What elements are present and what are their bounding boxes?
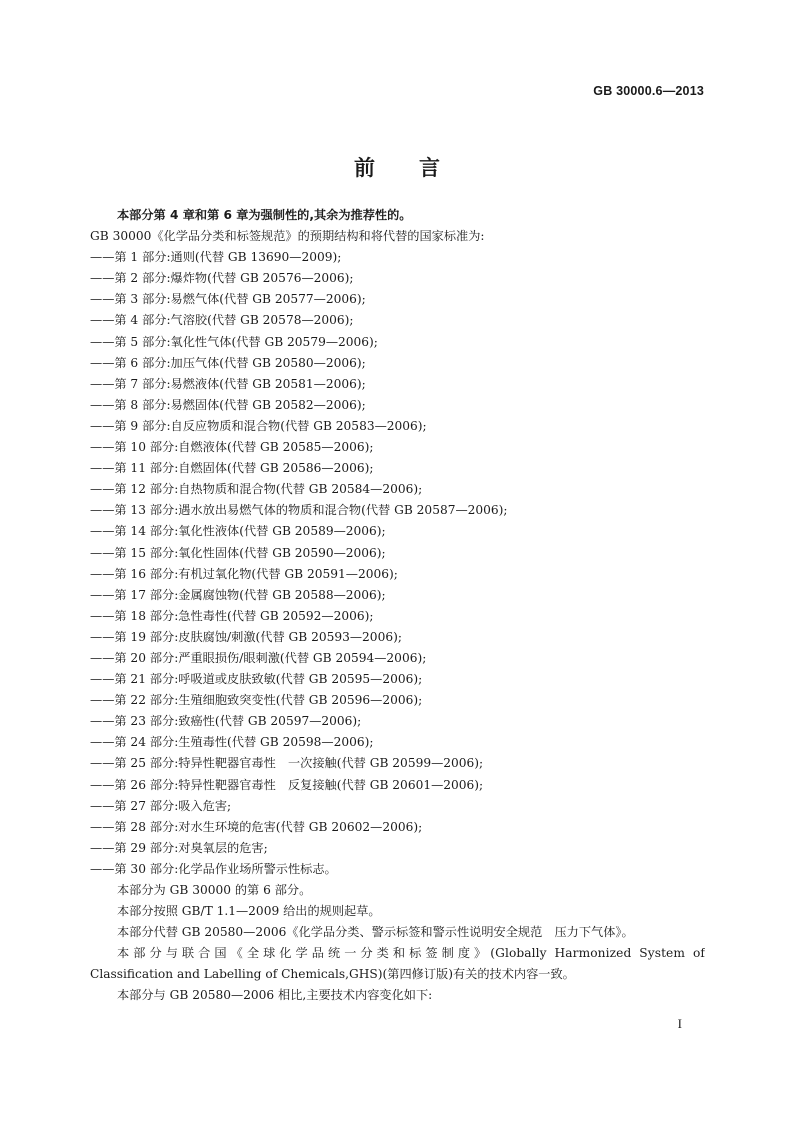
list-item: ——第 20 部分:严重眼损伤/眼刺激(代替 GB 20594—2006); xyxy=(90,650,427,665)
list-item: ——第 19 部分:皮肤腐蚀/刺激(代替 GB 20593—2006); xyxy=(90,629,402,644)
list-item: ——第 8 部分:易燃固体(代替 GB 20582—2006); xyxy=(90,397,366,412)
page-number: I xyxy=(677,1016,682,1031)
list-item: ——第 11 部分:自燃固体(代替 GB 20586—2006); xyxy=(90,461,374,476)
standard-code: GB 30000.6—2013 xyxy=(593,84,704,98)
ghs-consistency-paragraph-line-1: 本部分与联合国《全球化学品统一分类和标签制度》(Globally Harmonized System of xyxy=(117,946,705,961)
list-item: ——第 24 部分:生殖毒性(代替 GB 20598—2006); xyxy=(90,735,374,750)
list-item: ——第 3 部分:易燃气体(代替 GB 20577—2006); xyxy=(90,292,366,307)
title-char-1: 前 xyxy=(354,156,375,180)
structure-paragraph: GB 30000《化学品分类和标签规范》的预期结构和将代替的国家标准为: xyxy=(90,229,485,244)
mandatory-clause-paragraph: 本部分第 4 章和第 6 章为强制性的,其余为推荐性的。 xyxy=(117,208,412,222)
foreword-body xyxy=(90,205,705,1007)
list-item: ——第 18 部分:急性毒性(代替 GB 20592—2006); xyxy=(90,608,374,623)
list-item: ——第 27 部分:吸入危害; xyxy=(90,798,232,813)
list-item: ——第 15 部分:氧化性固体(代替 GB 20590—2006); xyxy=(90,545,386,560)
title-char-2: 言 xyxy=(419,156,440,180)
replacement-paragraph: 本部分代替 GB 20580—2006《化学品分类、警示标签和警示性说明安全规范 压力下气体》。 xyxy=(117,925,634,940)
list-item: ——第 10 部分:自燃液体(代替 GB 20585—2006); xyxy=(90,440,374,455)
list-item: ——第 28 部分:对水生环境的危害(代替 GB 20602—2006); xyxy=(90,819,423,834)
list-item: ——第 5 部分:氧化性气体(代替 GB 20579—2006); xyxy=(90,334,378,349)
list-item: ——第 29 部分:对臭氧层的危害; xyxy=(90,840,268,855)
list-item: ——第 26 部分:特异性靶器官毒性 反复接触(代替 GB 20601—2006); xyxy=(90,777,484,792)
list-item: ——第 17 部分:金属腐蚀物(代替 GB 20588—2006); xyxy=(90,587,386,602)
list-item: ——第 25 部分:特异性靶器官毒性 一次接触(代替 GB 20599—2006); xyxy=(90,756,484,771)
list-item: ——第 30 部分:化学品作业场所警示性标志。 xyxy=(90,861,337,876)
list-item: ——第 12 部分:自热物质和混合物(代替 GB 20584—2006); xyxy=(90,482,423,497)
ghs-consistency-paragraph-line-2: Classification and Labelling of Chemicals,GHS)(第四修订版)有关的技术内容一致。 xyxy=(90,967,575,982)
list-item: ——第 22 部分:生殖细胞致突变性(代替 GB 20596—2006); xyxy=(90,693,423,708)
list-item: ——第 16 部分:有机过氧化物(代替 GB 20591—2006); xyxy=(90,566,398,581)
parts-list xyxy=(90,247,705,880)
list-item: ——第 6 部分:加压气体(代替 GB 20580—2006); xyxy=(90,355,366,370)
drafting-rules-paragraph: 本部分按照 GB/T 1.1—2009 给出的规则起草。 xyxy=(117,904,381,919)
list-item: ——第 4 部分:气溶胶(代替 GB 20578—2006); xyxy=(90,313,354,328)
list-item: ——第 23 部分:致癌性(代替 GB 20597—2006); xyxy=(90,714,362,729)
list-item: ——第 13 部分:遇水放出易燃气体的物质和混合物(代替 GB 20587—2006); xyxy=(90,503,508,518)
list-item: ——第 7 部分:易燃液体(代替 GB 20581—2006); xyxy=(90,376,366,391)
page-title xyxy=(0,152,794,182)
list-item: ——第 14 部分:氧化性液体(代替 GB 20589—2006); xyxy=(90,524,386,539)
changes-intro-paragraph: 本部分与 GB 20580—2006 相比,主要技术内容变化如下: xyxy=(117,988,433,1003)
list-item: ——第 1 部分:通则(代替 GB 13690—2009); xyxy=(90,250,342,265)
list-item: ——第 2 部分:爆炸物(代替 GB 20576—2006); xyxy=(90,271,354,286)
list-item: ——第 9 部分:自反应物质和混合物(代替 GB 20583—2006); xyxy=(90,418,427,433)
part-number-paragraph: 本部分为 GB 30000 的第 6 部分。 xyxy=(117,883,312,897)
list-item: ——第 21 部分:呼吸道或皮肤致敏(代替 GB 20595—2006); xyxy=(90,672,423,687)
